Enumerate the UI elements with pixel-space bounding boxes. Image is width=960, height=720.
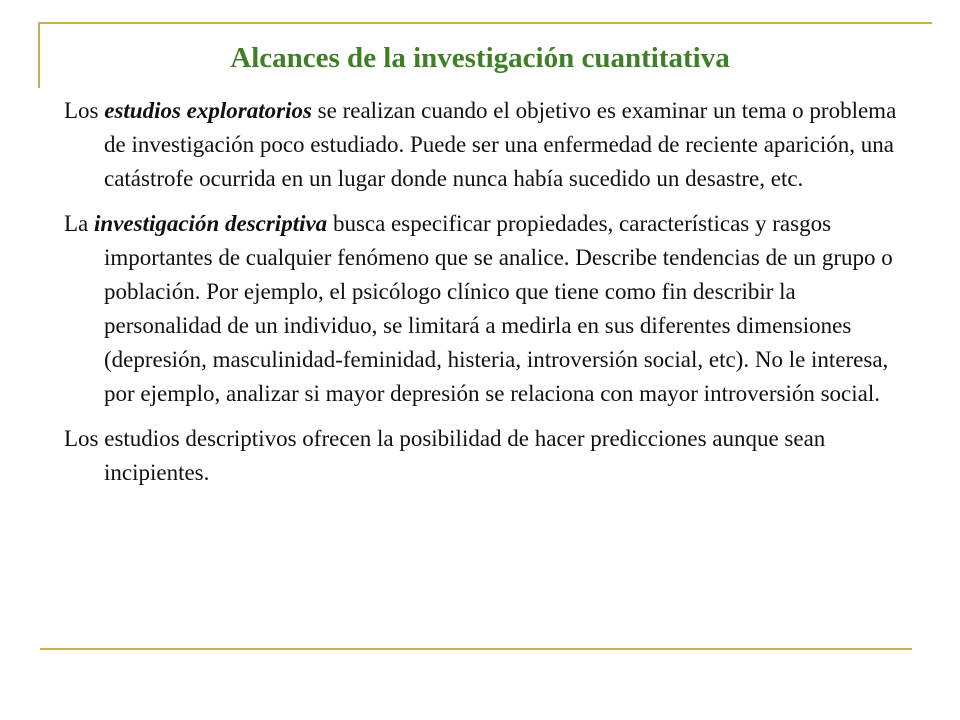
paragraph-descriptive-emphasis: investigación descriptiva	[94, 211, 328, 236]
paragraph-predictions: Los estudios descriptivos ofrecen la posibilidad de hacer predicciones aunque sean incipientes.	[64, 426, 826, 485]
paragraph-descriptive-text: busca especificar propiedades, características y rasgos importantes de cualquier fenómeno que se analice. Describe tendencias de un grupo o población. Por ejemplo, el psicólogo clínico que tiene como fin describir la personalidad de un individuo, se limitará a medirla en sus diferentes dimensiones (depresión, masculinidad-feminidad, histeria, introversión social, etc). No le interesa, por ejemplo, analizar si mayor depresión se relaciona con mayor introversión social.	[104, 211, 893, 406]
slide-title: Alcances de la investigación cuantitativa	[230, 42, 730, 74]
paragraph-exploratory	[64, 94, 904, 196]
bottom-border-line	[40, 648, 912, 650]
top-border-line	[40, 22, 932, 24]
paragraph-exploratory-emphasis: estudios exploratorios	[104, 98, 312, 123]
paragraph-exploratory-text: se realizan cuando el objetivo es examinar un tema o problema de investigación poco estudiado. Puede ser una enfermedad de reciente aparición, una catástrofe ocurrida en un lugar donde nunca había sucedido un desastre, etc.	[104, 98, 897, 191]
paragraph-descriptive	[64, 207, 904, 411]
paragraph-descriptive-prefix: La	[64, 211, 95, 236]
slide-body	[64, 94, 904, 501]
paragraph-exploratory-prefix: Los	[64, 98, 105, 123]
